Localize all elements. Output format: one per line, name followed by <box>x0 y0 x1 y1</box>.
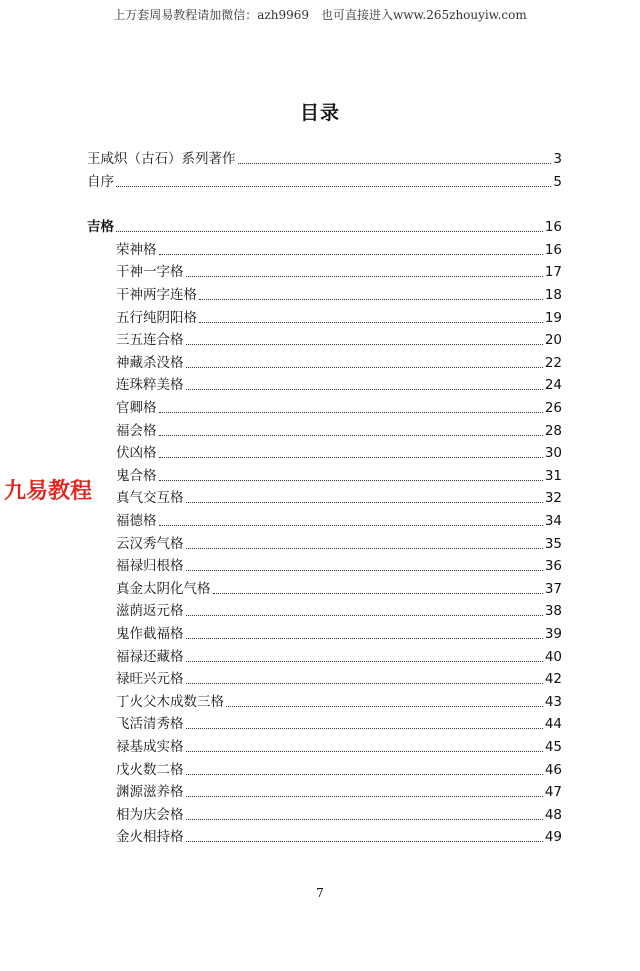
toc-entry-page: 40 <box>544 648 562 665</box>
toc-dot-leader <box>116 186 551 187</box>
toc-entry[interactable] <box>116 282 562 304</box>
toc-entry[interactable] <box>116 350 562 372</box>
toc-entry-page: 46 <box>544 761 562 778</box>
toc-entry-label: 官卿格 <box>116 400 157 416</box>
toc-entry[interactable] <box>116 531 562 553</box>
page-number: 7 <box>316 886 324 900</box>
toc-entry-page: 16 <box>544 219 562 236</box>
toc-entry-label: 干神两字连格 <box>116 287 197 303</box>
toc-dot-leader <box>116 231 543 232</box>
toc-entry[interactable] <box>87 169 562 191</box>
toc-entry[interactable] <box>116 666 562 688</box>
toc-entry[interactable] <box>87 146 562 168</box>
toc-dot-leader <box>186 344 543 345</box>
toc-entry-page: 30 <box>544 445 562 462</box>
toc-dot-leader <box>186 638 543 639</box>
toc-entry[interactable] <box>116 327 562 349</box>
toc-dot-leader <box>159 412 543 413</box>
toc-entry-page: 19 <box>544 309 562 326</box>
toc-entry-label: 滋荫返元格 <box>116 603 184 620</box>
toc-entry-page: 47 <box>544 784 562 801</box>
toc-entry[interactable] <box>116 779 562 801</box>
toc-dot-leader <box>238 163 552 164</box>
toc-dot-leader <box>186 683 543 684</box>
toc-entry[interactable] <box>116 237 562 259</box>
toc-entry-label: 渊源滋养格 <box>116 784 184 801</box>
page-header-text: 上万套周易教程请加微信：azh9969 也可直接进入www.265zhouyiw.com <box>113 8 527 22</box>
toc-dot-leader <box>186 728 543 729</box>
toc-dot-leader <box>186 841 543 842</box>
toc-entry[interactable] <box>116 372 562 394</box>
toc-dot-leader <box>186 548 543 549</box>
toc-dot-leader <box>159 254 543 255</box>
toc-entry[interactable] <box>116 802 562 824</box>
toc-entry-label: 福禄归根格 <box>116 558 184 575</box>
toc-entry[interactable] <box>116 305 562 327</box>
toc-dot-leader <box>186 661 543 662</box>
toc-dot-leader <box>186 502 543 503</box>
toc-dot-leader <box>186 751 543 752</box>
toc-entry-page: 5 <box>553 173 562 190</box>
toc-dot-leader <box>213 593 543 594</box>
toc-entry-label: 三五连合格 <box>116 332 184 349</box>
toc-entry-label: 自序 <box>87 173 114 190</box>
toc-entry-page: 44 <box>544 716 562 733</box>
toc-dot-leader <box>186 819 543 820</box>
toc-entry-label: 福德格 <box>116 513 157 529</box>
toc-entry-label: 戊火数二格 <box>116 761 184 778</box>
toc-entry[interactable] <box>116 485 562 507</box>
toc-entry-page: 39 <box>544 626 562 642</box>
toc-entry-label: 王咸炽（古石）系列著作 <box>87 151 236 167</box>
toc-dot-leader <box>186 367 543 368</box>
toc-entry[interactable] <box>116 576 562 598</box>
toc-entry[interactable] <box>116 734 562 756</box>
toc-dot-leader <box>159 457 543 458</box>
toc-entry-label: 吉格 <box>87 219 114 236</box>
toc-entry-label: 连珠粹美格 <box>116 377 184 394</box>
toc-entry[interactable] <box>87 214 562 236</box>
toc-entry[interactable] <box>116 711 562 733</box>
toc-entry-page: 17 <box>544 264 562 281</box>
toc-entry-page: 38 <box>544 603 562 620</box>
watermark-text: 九易教程 <box>4 479 93 504</box>
toc-entry[interactable] <box>116 463 562 485</box>
toc-dot-leader <box>186 389 543 390</box>
toc-entry[interactable] <box>116 621 562 643</box>
toc-entry-page: 26 <box>544 400 562 416</box>
toc-entry-label: 荣神格 <box>116 241 157 258</box>
toc-entry-label: 真气交互格 <box>116 490 184 507</box>
toc-entry-page: 34 <box>544 513 562 529</box>
toc-entry-page: 16 <box>544 241 562 258</box>
toc-entry[interactable] <box>116 757 562 779</box>
toc-dot-leader <box>199 322 543 323</box>
toc-entry-label: 丁火父木成数三格 <box>116 693 224 710</box>
toc-dot-leader <box>159 480 543 481</box>
toc-entry[interactable] <box>116 259 562 281</box>
toc-dot-leader <box>186 774 543 775</box>
toc-entry-page: 31 <box>544 467 562 484</box>
toc-entry[interactable] <box>116 644 562 666</box>
toc-entry-label: 相为庆会格 <box>116 806 184 823</box>
toc-entry-page: 36 <box>544 558 562 575</box>
toc-dot-leader <box>199 299 543 300</box>
toc-entry-label: 神藏杀没格 <box>116 354 184 371</box>
toc-dot-leader <box>159 525 543 526</box>
toc-entry-page: 28 <box>544 422 562 439</box>
toc-entry-page: 18 <box>544 287 562 303</box>
toc-entry-page: 3 <box>553 151 562 167</box>
toc-entry-page: 43 <box>544 693 562 710</box>
toc-entry-label: 鬼合格 <box>116 467 157 484</box>
toc-entry-label: 飞活清秀格 <box>116 716 184 733</box>
toc-entry-label: 金火相持格 <box>116 829 184 846</box>
toc-entry-label: 干神一字格 <box>116 264 184 281</box>
toc-title: 目录 <box>299 102 340 124</box>
toc-dot-leader <box>186 796 543 797</box>
toc-entry[interactable] <box>116 689 562 711</box>
toc-entry-page: 37 <box>544 580 562 597</box>
toc-entry-label: 福禄还藏格 <box>116 648 184 665</box>
toc-entry-page: 48 <box>544 806 562 823</box>
toc-dot-leader <box>186 276 543 277</box>
toc-dot-leader <box>186 615 543 616</box>
toc-entry[interactable] <box>116 440 562 462</box>
toc-entry-label: 禄旺兴元格 <box>116 671 184 688</box>
toc-entry[interactable] <box>116 824 562 846</box>
toc-entry-label: 真金太阴化气格 <box>116 580 211 597</box>
toc-entry-page: 42 <box>544 671 562 688</box>
toc-dot-leader <box>186 570 543 571</box>
toc-entry-page: 35 <box>544 535 562 552</box>
toc-dot-leader <box>159 435 543 436</box>
toc-entry-page: 22 <box>544 354 562 371</box>
toc-entry-label: 禄基成实格 <box>116 739 184 755</box>
toc-entry-page: 49 <box>544 829 562 846</box>
toc-entry-page: 32 <box>544 490 562 507</box>
toc-entry[interactable] <box>116 508 562 530</box>
toc-entry-label: 五行纯阴阳格 <box>116 309 197 326</box>
toc-entry-page: 24 <box>544 377 562 394</box>
toc-entry[interactable] <box>116 418 562 440</box>
toc-entry[interactable] <box>116 553 562 575</box>
toc-entry-label: 福会格 <box>116 422 157 439</box>
toc-entry-label: 云汉秀气格 <box>116 535 184 552</box>
toc-entry-page: 45 <box>544 739 562 755</box>
toc-entry[interactable] <box>116 395 562 417</box>
toc-dot-leader <box>226 706 543 707</box>
toc-entry-label: 鬼作截福格 <box>116 626 184 642</box>
toc-entry[interactable] <box>116 598 562 620</box>
toc-entry-page: 20 <box>544 332 562 349</box>
toc-entry-label: 伏凶格 <box>116 445 157 462</box>
